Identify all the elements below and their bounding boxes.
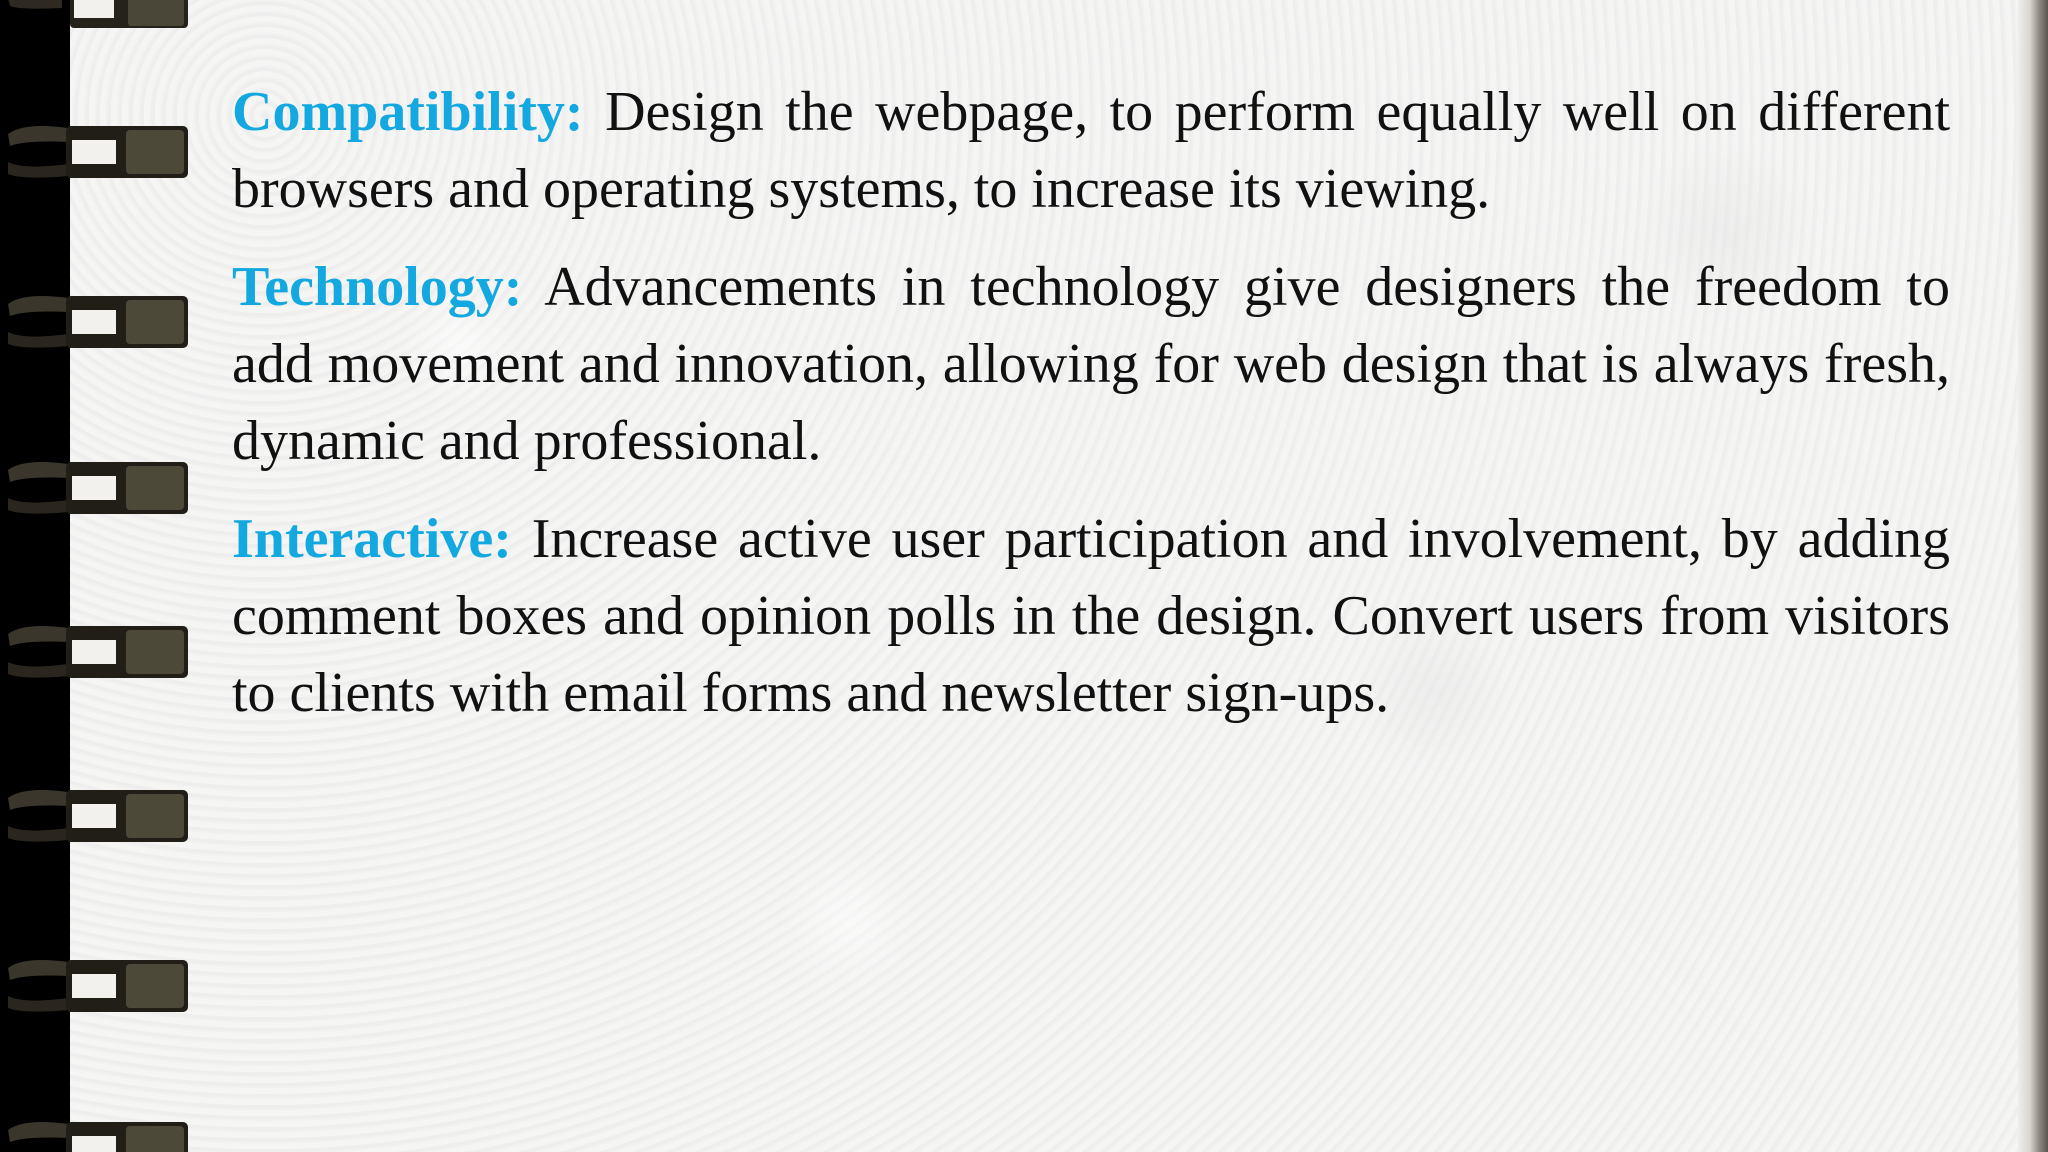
spiral-binding-ring-icon bbox=[0, 946, 190, 1026]
spiral-binding-ring-icon bbox=[0, 1108, 190, 1152]
spiral-binding-ring-icon bbox=[0, 448, 190, 528]
paragraph-compatibility bbox=[232, 74, 1950, 228]
term-compatibility: Compatibility: bbox=[232, 81, 584, 143]
slide-content bbox=[232, 74, 1950, 753]
spiral-binding-ring-icon bbox=[0, 282, 190, 362]
page-right-edge bbox=[2018, 0, 2048, 1152]
term-interactive: Interactive: bbox=[232, 508, 512, 570]
spiral-binding-ring-icon bbox=[0, 0, 190, 40]
text-technology: Advancements in technology give designers the freedom to add movement and innovation, allowing for web design that is always fresh, dynamic and professional. bbox=[232, 256, 1950, 472]
spiral-binding-ring-icon bbox=[0, 776, 190, 856]
paragraph-technology bbox=[232, 249, 1950, 480]
text-interactive: Increase active user participation and involvement, by adding comment boxes and opinion polls in the design. Convert users from visitors to clients with email forms and newsletter sign-ups. bbox=[232, 508, 1951, 724]
text-compatibility: Design the webpage, to perform equally well on different browsers and operating systems, to increase its viewing. bbox=[232, 81, 1950, 220]
paragraph-interactive bbox=[232, 501, 1950, 732]
spiral-binding-ring-icon bbox=[0, 612, 190, 692]
term-technology: Technology: bbox=[232, 256, 523, 318]
spiral-binding-ring-icon bbox=[0, 112, 190, 192]
